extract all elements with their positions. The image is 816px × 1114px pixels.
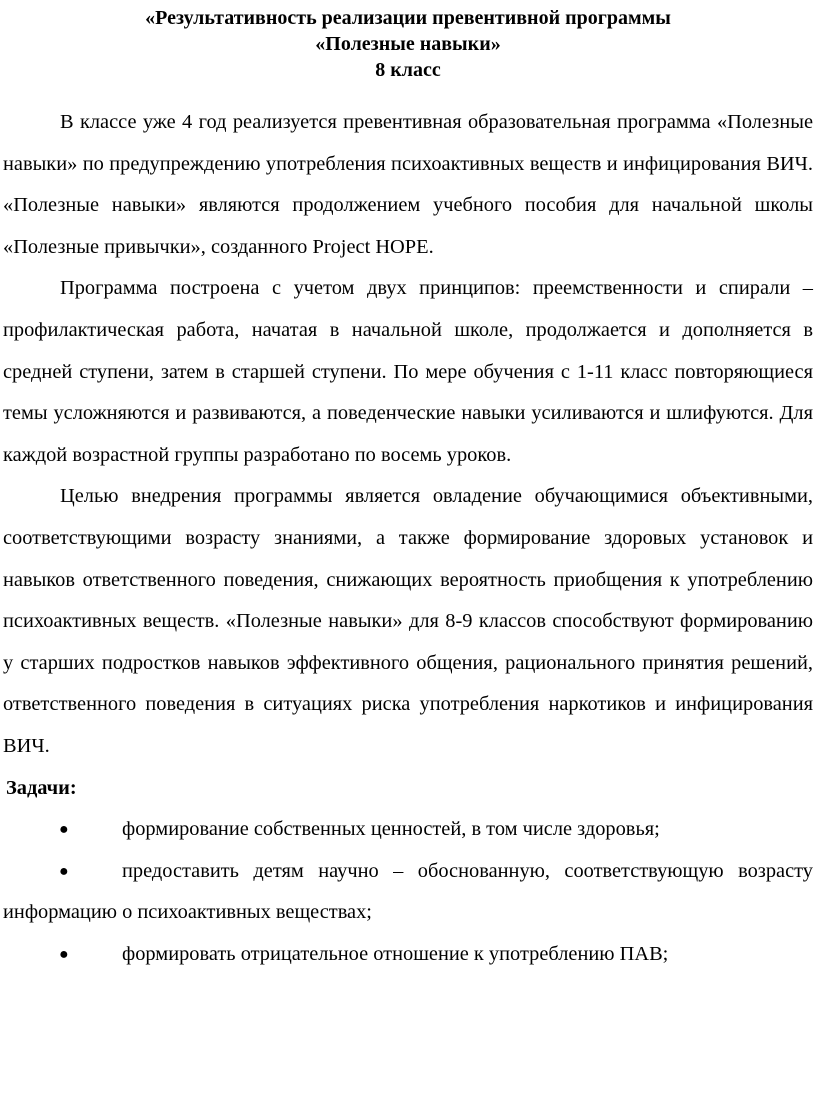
paragraph-intro: В классе уже 4 год реализуется превентивная образовательная программа «Полезные навыки» по предупреждению употребления психоактивных веществ и инфицирования ВИЧ. «Полезные навыки» являются продолжением учебного пособия для начальной школы «Полезные привычки», созданного Project HOPE.	[3, 111, 813, 258]
task-item-text: предоставить детям научно – обоснованную, соответствующую возрасту информацию о психоактивных веществах;	[3, 859, 813, 924]
bullet-icon: ●	[59, 821, 69, 839]
task-item-text: формировать отрицательное отношение к употреблению ПАВ;	[122, 942, 669, 965]
task-item-2	[3, 851, 813, 934]
task-item-1	[3, 809, 813, 851]
task-item-text: формирование собственных ценностей, в том числе здоровья;	[122, 818, 660, 841]
document-title-line-2: «Полезные навыки»	[315, 33, 501, 55]
paragraph-principles: Программа построена с учетом двух принципов: преемственности и спирали – профилактическая работа, начатая в начальной школе, продолжается и дополняется в средней ступени, затем в старшей ступени. По мере обучения с 1-11 класс повторяющиеся темы усложняются и развиваются, а поведенческие навыки усиливаются и шлифуются. Для каждой возрастной группы разработано по восемь уроков.	[3, 277, 813, 466]
task-item-3	[3, 934, 813, 976]
document-title-line-1: «Результативность реализации превентивной программы	[145, 7, 671, 29]
bullet-icon: ●	[59, 945, 69, 963]
paragraph-goal: Целью внедрения программы является овладение обучающимися объективными, соответствующими возрасту знаниями, а также формирование здоровых установок и навыков ответственного поведения, снижающих вероятность приобщения к употреблению психоактивных веществ. «Полезные навыки» для 8-9 классов способствуют формированию у старших подростков навыков эффективного общения, рационального принятия решений, ответственного поведения в ситуациях риска употребления наркотиков и инфицирования ВИЧ.	[3, 485, 813, 757]
document-title-line-3: 8 класс	[375, 59, 441, 81]
tasks-heading: Задачи:	[6, 776, 77, 799]
bullet-icon: ●	[59, 862, 69, 880]
document-body	[3, 102, 813, 975]
